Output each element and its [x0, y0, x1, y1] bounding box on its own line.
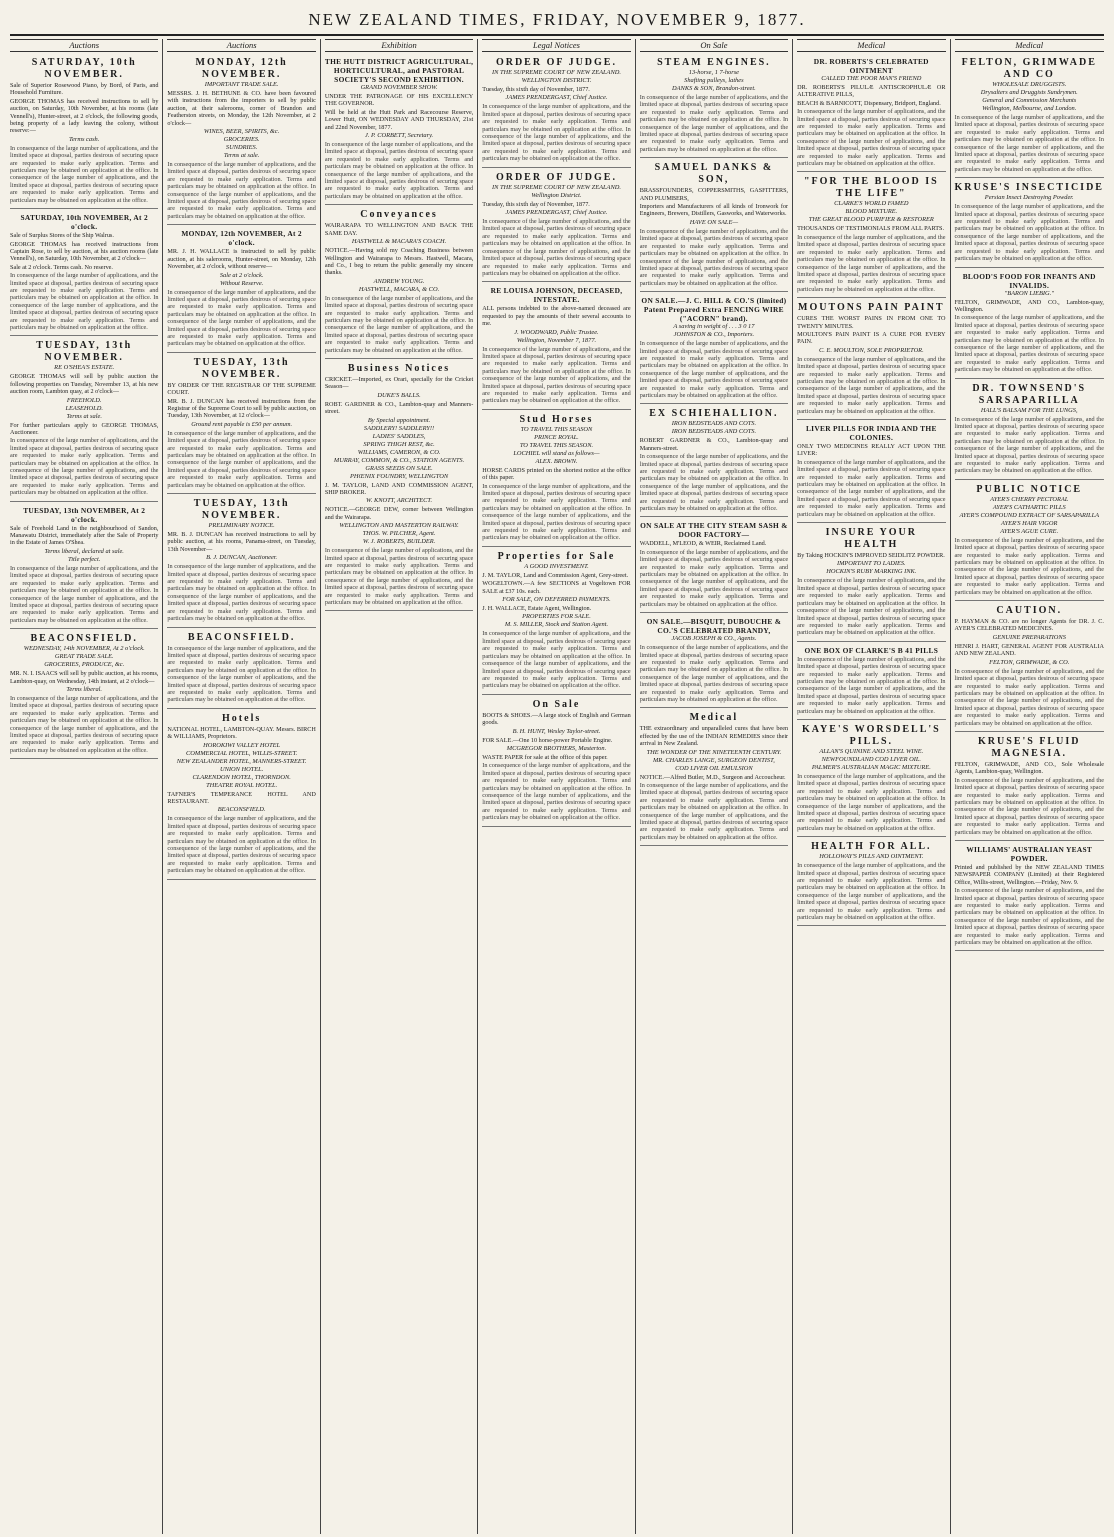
column-6 — [793, 39, 950, 1534]
advertisement — [167, 630, 315, 709]
ad-body-text: In consequence of the large number of applications, and the limited space at disposal, parties desirous of securing space are requested to make early application. Terms and particulars may be obtained on application at the office. In consequence of the large number of applications, and the limited space at disposal, parties desirous of securing space are requested to make early application. Terms and particulars may be obtained on application at the office. — [797, 772, 946, 832]
ad-heading: KRUSE'S FLUID MAGNESIA. — [978, 735, 1081, 759]
ad-text: FREEHOLD. — [66, 396, 102, 404]
ad-text: GROCERIES, PRODUCE, &c. — [44, 661, 125, 669]
ad-text: Terms liberal, declared at sale. — [44, 547, 124, 555]
ad-text: J. WOODWARD, Public Trustee. — [514, 328, 599, 336]
advertisement — [167, 496, 315, 627]
ad-body-text: In consequence of the large number of applications, and the limited space at disposal, parties desirous of securing space are requested to make early application. Terms and particulars may be obtained on application at the office. In consequence of the large number of applications, and the limited space at disposal, parties desirous of securing space are requested to make early application. Terms and particulars may be obtained on application at the office. — [954, 536, 1104, 596]
ad-body-text: In consequence of the large number of applications, and the limited space at disposal, parties desirous of securing space are requested to make early application. Terms and particulars may be obtained on application at the office. In consequence of the large number of applications, and the limited space at disposal, parties desirous of securing space are requested to make early application. Terms and particulars may be obtained on application at the office. — [639, 340, 789, 399]
ad-text: WINES, BEER, SPIRITS, &c. — [203, 128, 280, 136]
ad-heading: KAYE'S WORSDELL'S PILLS. — [801, 723, 941, 747]
ad-text: AYER'S HAIR VIGOR — [1001, 519, 1058, 527]
ad-text: Wellington District. — [531, 191, 582, 199]
advertisement — [797, 839, 945, 926]
ad-text: HAVE ON SALE— — [689, 218, 739, 226]
ad-text: Wellington, Melbourne, and London. — [982, 105, 1077, 112]
ad-text: Persian Insect Destroying Powder. — [984, 194, 1074, 202]
ad-heading: FELTON, GRIMWADE AND CO — [961, 57, 1097, 80]
ad-text: HOCKIN'S RUBY MARKING INK. — [826, 568, 917, 576]
ad-text: Sale at 2 o'clock. — [219, 271, 264, 279]
ad-body-text: In consequence of the large number of applications, and the limited space at disposal, parties desirous of securing space are requested to make early application. Terms and particulars may be obtained on application at the office. In consequence of the large number of applications, and the limited space at disposal, parties desirous of securing space are requested to make early application. Terms and particulars may be obtained on application at the office. — [482, 103, 631, 163]
ad-body-text: In consequence of the large number of applications, and the limited space at disposal, parties desirous of securing space are requested to make early application. Terms and particulars may be obtained on application at the office. In consequence of the large number of applications, and the limited space at disposal, parties desirous of securing space are requested to make early application. Terms and particulars may be obtained on application at the office. — [167, 161, 316, 220]
ad-heading: On Sale — [532, 698, 581, 710]
ad-text: ROBT. GARDNER & CO., Lambton-quay and Manners-street. — [324, 400, 474, 416]
ad-text: B. J. DUNCAN, Auctioneer. — [206, 554, 278, 562]
ad-heading: THE HUTT DISTRICT AGRICULTURAL, HORTICULTURAL, and PASTORAL SOCIETY'S SECOND EXHIBITION. — [324, 57, 474, 84]
advertisement — [640, 55, 788, 158]
advertisement — [797, 644, 945, 720]
advertisement — [640, 710, 788, 846]
ad-body-text: In consequence of the large number of applications, and the limited space at disposal, parties desirous of securing space are requested to make early application. Terms and particulars may be obtained on application at the office. In consequence of the large number of applications, and the limited space at disposal, parties desirous of securing space are requested to make early application. Terms and particulars may be obtained on application at the office. — [639, 644, 789, 703]
advertisement — [955, 381, 1104, 480]
ad-text: AYER'S AGUE CURE. — [1000, 527, 1059, 535]
ad-text: "BARON LIEBIG." — [1004, 289, 1054, 297]
ad-text: SPRING THIGH REST, &c. — [363, 440, 435, 448]
ad-text: THOUSANDS OF TESTIMONIALS FROM ALL PARTS. — [797, 225, 944, 233]
ad-text: IMPORTANT TRADE SALE. — [204, 81, 279, 88]
ad-text: TO TRAVEL THIS SEASON — [520, 425, 593, 433]
ad-text: GROCERIES. — [223, 136, 260, 144]
advertisement — [167, 711, 315, 880]
advertisement — [955, 270, 1104, 379]
ad-heading: EX SCHIEHALLION. — [649, 408, 779, 420]
ad-text: HALL'S BALSAM FOR THE LUNGS, — [980, 406, 1078, 414]
advertisement — [797, 525, 945, 642]
ad-text: AYER'S CHERRY PECTORAL — [990, 495, 1069, 503]
ad-text: LEASEHOLD. — [65, 404, 103, 412]
ad-heading: MOUTONS PAIN PAINT — [798, 302, 945, 314]
ad-text: THE GREAT BLOOD PURIFIER & RESTORER — [808, 216, 934, 224]
ad-heading: INSURE YOUR HEALTH — [825, 527, 917, 551]
advertisement — [167, 55, 315, 225]
ad-text: FELTON, GRIMWADE, & CO. — [989, 658, 1070, 666]
ad-text: Shafting pulleys, lathes — [684, 77, 744, 84]
advertisement — [10, 631, 158, 759]
ad-body-text: In consequence of the large number of applications, and the limited space at disposal, parties desirous of securing space are requested to make early application. Terms and particulars may be obtained on application at the office. In consequence of the large number of applications, and the limited space at disposal, parties desirous of securing space are requested to make early application. Terms and particulars may be obtained on application at the office. — [954, 203, 1104, 263]
masthead: NEW ZEALAND TIMES, FRIDAY, NOVEMBER 9, 1877. — [10, 10, 1104, 36]
ad-heading: ON SALE.—BISQUIT, DUBOUCHE & CO.'S CELEBRATED BRANDY, — [646, 617, 782, 636]
ad-text: IRON BEDSTEADS AND COTS. — [671, 428, 757, 436]
section-heading: On Sale — [640, 39, 788, 52]
section-heading: Medical — [955, 39, 1104, 52]
ad-text: NEWFOUNDLAND COD LIVER OIL. — [821, 755, 922, 763]
ad-body-text: In consequence of the large number of applications, and the limited space at disposal, parties desirous of securing space are requested to make early application. Terms and particulars may be obtained on application at the office. In consequence of the large number of applications, and the limited space at disposal, parties desirous of securing space are requested to make early application. Terms and particulars may be obtained on application at the office. — [10, 144, 159, 204]
ad-heading: BEACONSFIELD. — [30, 633, 138, 645]
advertisement — [955, 603, 1104, 732]
ad-text: ALEX. BROWN. — [535, 457, 578, 465]
ad-body-text: In consequence of the large number of applications, and the limited space at disposal, parties desirous of securing space are requested to make early application. Terms and particulars may be obtained on application at the office. In consequence of the large number of applications, and the limited space at disposal, parties desirous of securing space are requested to make early application. Terms and particulars may be obtained on application at the office. — [482, 482, 631, 542]
ad-text: MR. J. H. WALLACE is instructed to sell by public auction, at his salerooms, Hunter-street, on Monday, 12th November, at 2 o'clock, without reserve— — [167, 248, 316, 271]
advertisement — [167, 355, 315, 494]
ad-text: GRAND NOVEMBER SHOW. — [360, 84, 438, 91]
ad-body-text: In consequence of the large number of applications, and the limited space at disposal, parties desirous of securing space are requested to make early application. Terms and particulars may be obtained on application at the office. In consequence of the large number of applications, and the limited space at disposal, parties desirous of securing space are requested to make early application. Terms and particulars may be obtained on application at the office. — [10, 694, 159, 754]
ad-text: LADIES' SADDLES, — [372, 432, 426, 440]
ad-text: GEORGE THOMAS has received instructions to sell by auction, on Saturday, 10th November, at his rooms (late Vennell's), Hunter-street, at 2 o'clock, the following goods, being property of a lady leaving the colony, without reserve:— — [10, 97, 159, 135]
ad-text: WADDELL, M'LEOD, & WEIR, Reclaimed Land. — [639, 540, 767, 548]
advertisement — [10, 504, 158, 629]
advertisement — [797, 422, 945, 523]
ad-text: B. H. HUNT, Wesley Taylor-street. — [512, 727, 601, 735]
ad-body-text: In consequence of the large number of applications, and the limited space at disposal, parties desirous of securing space are requested to make early application. Terms and particulars may be obtained on application at the office. In consequence of the large number of applications, and the limited space at disposal, parties desirous of securing space are requested to make early application. Terms and particulars may be obtained on application at the office. — [797, 233, 946, 293]
ad-text: Terms liberal. — [66, 685, 103, 693]
ad-text: JOHNSTON & CO., Importers. — [673, 331, 755, 339]
ad-text: SUNDRIES. — [225, 144, 258, 152]
ad-text: GEORGE THOMAS has received instructions from Captain Rose, to sell by auction, at his auction rooms (late Vennell's), on Saturday, 10th November, at 2 o'clock— — [10, 240, 159, 263]
ad-heading: Medical — [689, 712, 739, 724]
ad-heading: Hotels — [222, 712, 262, 724]
ad-text: BOOTS & SHOES.—A large stock of English and German goods. — [482, 711, 631, 727]
ad-text: RE O'SHEA'S ESTATE. — [54, 364, 115, 372]
ad-body-text: In consequence of the large number of applications, and the limited space at disposal, parties desirous of securing space are requested to make early application. Terms and particulars may be obtained on application at the office. In consequence of the large number of applications, and the limited space at disposal, parties desirous of securing space are requested to make early application. Terms and particulars may be obtained on application at the office. — [324, 141, 474, 200]
ad-text: CLARKE'S WORLD FAMED — [834, 200, 909, 208]
ad-body-text: In consequence of the large number of applications, and the limited space at disposal, parties desirous of securing space are requested to make early application. Terms and particulars may be obtained on application at the office. In consequence of the large number of applications, and the limited space at disposal, parties desirous of securing space are requested to make early application. Terms and particulars may be obtained on application at the office. — [954, 776, 1104, 836]
column-2 — [163, 39, 320, 1534]
ad-text: LOCHIEL will stand as follows— — [513, 449, 600, 457]
ad-heading: Properties for Sale — [497, 550, 616, 562]
advertisement — [325, 361, 473, 612]
ad-heading: MONDAY, 12th NOVEMBER. — [195, 57, 288, 80]
ad-text: FOR SALE, ON DEFERRED PAYMENTS. — [502, 596, 611, 604]
ad-body-text: In consequence of the large number of applications, and the limited space at disposal, parties desirous of securing space are requested to make early application. Terms and particulars may be obtained on application at the office. In consequence of the large number of applications, and the limited space at disposal, parties desirous of securing space are requested to make early application. Terms and particulars may be obtained on application at the office. — [482, 762, 631, 822]
ad-text: Sale of Superior Rosewood Piano, by Bord, of Paris, and Household Furniture. — [10, 82, 159, 97]
ad-text: WELLINGTON DISTRICT. — [521, 77, 592, 84]
ad-text: FOR SALE.—One 10 horse-power Portable Engine. — [482, 736, 613, 744]
ad-body-text: In consequence of the large number of applications, and the limited space at disposal, parties desirous of securing space are requested to make early application. Terms and particulars may be obtained on application at the office. In consequence of the large number of applications, and the limited space at disposal, parties desirous of securing space are requested to make early application. Terms and particulars may be obtained on application at the office. — [954, 887, 1104, 947]
ad-text: COD LIVER OIL EMULSION — [675, 764, 753, 772]
ad-body-text: In consequence of the large number of applications, and the limited space at disposal, parties desirous of securing space are requested to make early application. Terms and particulars may be obtained on application at the office. In consequence of the large number of applications, and the limited space at disposal, parties desirous of securing space are requested to make early application. Terms and particulars may be obtained on application at the office. — [797, 655, 946, 715]
ad-text: HENRI J. HART, GENERAL AGENT FOR AUSTRALIA AND NEW ZEALAND. — [954, 642, 1104, 658]
ad-text: FELTON, GRIMWADE, AND CO., Sole Wholesale Agents, Lambton-quay, Wellington. — [954, 760, 1104, 776]
ad-text: Terms at sale. — [223, 152, 260, 160]
ad-text: NOTICE.—Alfred Butler, M.D., Surgeon and Accoucheur. — [639, 773, 786, 781]
ad-heading: BLOOD'S FOOD FOR INFANTS AND INVALIDS. — [962, 271, 1096, 290]
advertisement — [797, 174, 945, 298]
ad-heading: SATURDAY, 10th NOVEMBER, At 2 o'clock. — [20, 213, 148, 232]
ad-text: WEDNESDAY, 14th NOVEMBER, At 2 o'clock. — [23, 645, 145, 653]
section-heading: Legal Notices — [482, 39, 630, 52]
ad-text: Sale at 2 o'clock. Terms cash. No reserve. — [10, 263, 113, 271]
ad-text: TAFNER'S TEMPERANCE HOTEL AND RESTAURANT. — [167, 790, 316, 805]
ad-text: MR. N. I. ISAACS will sell by public auction, at his rooms, Lambton-quay, on Wednesday, 14th instant, at 2 o'clock— — [10, 670, 159, 685]
ad-body-text: In consequence of the large number of applications, and the limited space at disposal, parties desirous of securing space are requested to make early application. Terms and particulars may be obtained on application at the office. In consequence of the large number of applications, and the limited space at disposal, parties desirous of securing space are requested to make early application. Terms and particulars may be obtained on application at the office. — [167, 563, 316, 623]
advertisement — [482, 697, 630, 827]
ad-heading: DR. TOWNSEND'S SARSAPARILLA — [972, 382, 1087, 406]
ad-body-text: In consequence of the large number of applications, and the limited space at disposal, parties desirous of securing space are requested to make early application. Terms and particulars may be obtained on application at the office. In consequence of the large number of applications, and the limited space at disposal, parties desirous of securing space are requested to make early application. Terms and particulars may be obtained on application at the office. — [482, 630, 631, 690]
ad-text: CURES THE WORST PAINS IN FROM ONE TO TWENTY MINUTES. — [797, 315, 946, 330]
ad-text: J. M. TAYLOR, LAND AND COMMISSION AGENT, SHIP BROKER. — [324, 481, 474, 496]
ad-heading: ORDER OF JUDGE. — [495, 57, 617, 68]
ad-text: PRELIMINARY NOTICE. — [208, 522, 275, 530]
ad-text: SADDLERY! SADDLERY!! — [363, 424, 435, 432]
ad-text: Wellington, November 7, 1877. — [516, 336, 597, 344]
ad-body-text: In consequence of the large number of applications, and the limited space at disposal, parties desirous of securing space are requested to make early application. Terms and particulars may be obtained on application at the office. In consequence of the large number of applications, and the limited space at disposal, parties desirous of securing space are requested to make early application. Terms and particulars may be obtained on application at the office. — [639, 227, 789, 287]
ad-text: C. E. MOULTON, SOLE PROPRIETOR. — [818, 346, 924, 354]
ad-text: THE extraordinary and unparalleled cures that have been effected by the use of the INDIAN REMEDIES since their arrival in New Zealand. — [639, 725, 789, 748]
ad-heading: BEACONSFIELD. — [187, 631, 296, 643]
ad-body-text: In consequence of the large number of applications, and the limited space at disposal, parties desirous of securing space are requested to make early application. Terms and particulars may be obtained on application at the office. In consequence of the large number of applications, and the limited space at disposal, parties desirous of securing space are requested to make early application. Terms and particulars may be obtained on application at the office. — [167, 815, 316, 875]
ad-text: Drysalters and Druggists Sundrymen. — [980, 89, 1078, 96]
ad-text: IN THE SUPREME COURT OF NEW ZEALAND. — [492, 183, 621, 191]
ad-body-text: In consequence of the large number of applications, and the limited space at disposal, parties desirous of securing space are requested to make early application. Terms and particulars may be obtained on application at the office. In consequence of the large number of applications, and the limited space at disposal, parties desirous of securing space are requested to make early application. Terms and particulars may be obtained on application at the office. — [167, 429, 316, 489]
ad-text: CALLED THE POOR MAN'S FRIEND — [821, 75, 922, 82]
advertisement — [797, 300, 945, 420]
advertisement — [640, 160, 788, 292]
advertisement — [640, 294, 788, 404]
ad-heading: KRUSE'S INSECTICIDE — [954, 182, 1104, 194]
ad-text: J. M. TAYLOR, Land and Commission Agent, Grey-street. — [482, 571, 629, 579]
ad-heading: TUESDAY, 13th NOVEMBER, At 2 o'clock. — [23, 505, 146, 524]
ad-text: MR. B. J. DUNCAN has received instructions from the Registrar of the Supreme Court to sell by public auction, on Tuesday, 13th November, at 12 o'clock— — [167, 397, 316, 420]
ad-text: Sale of Surplus Stores of the Ship Walrus. — [10, 232, 114, 240]
ad-text: M. S. MILLER, Stock and Station Agent. — [504, 621, 609, 629]
ad-text: MR. CHARLES LANGE, SURGEON DENTIST, — [652, 756, 775, 764]
ad-text: By Taking HOCKIN'S IMPROVED SEIDLITZ POWDER. — [797, 552, 945, 560]
ad-text: PROPERTIES FOR SALE. — [522, 613, 591, 621]
ad-text: COMMERCIAL HOTEL, WILLIS-STREET. — [186, 749, 298, 757]
advertisement — [10, 338, 158, 501]
ad-heading: TUESDAY, 13th NOVEMBER. — [193, 498, 290, 522]
column-1 — [6, 39, 163, 1534]
ad-text: J. P. CORBETT, Secretary. — [364, 132, 434, 140]
advertisement — [10, 55, 158, 209]
advertisement — [10, 211, 158, 336]
advertisement — [640, 406, 788, 517]
ad-heading: HEALTH FOR ALL. — [811, 841, 932, 853]
ad-body-text: In consequence of the large number of applications, and the limited space at disposal, parties desirous of securing space are requested to make early application. Terms and particulars may be obtained on application at the office. In consequence of the large number of applications, and the limited space at disposal, parties desirous of securing space are requested to make early application. Terms and particulars may be obtained on application at the office. — [10, 437, 159, 497]
advertisement — [955, 55, 1104, 178]
ad-heading: Conveyances — [360, 209, 438, 221]
ad-text: CRICKET.—Imported, ex Orari, specially for the Cricket Season— — [324, 375, 474, 391]
ad-body-text: In consequence of the large number of applications, and the limited space at disposal, parties desirous of securing space are requested to make early application. Terms and particulars may be obtained on application at the office. In consequence of the large number of applications, and the limited space at disposal, parties desirous of securing space are requested to make early application. Terms and particulars may be obtained on application at the office. — [954, 415, 1104, 475]
ad-text: P. HAYMAN & CO. are no longer Agents for DR. J. C. AYER'S CELEBRATED MEDICINES. — [954, 618, 1104, 633]
ad-heading: STEAM ENGINES. — [657, 57, 771, 68]
ad-body-text: In consequence of the large number of applications, and the limited space at disposal, parties desirous of securing space are requested to make early application. Terms and particulars may be obtained on application at the office. In consequence of the large number of applications, and the limited space at disposal, parties desirous of securing space are requested to make early application. Terms and particulars may be obtained on application at the office. — [797, 108, 946, 168]
ad-text: IMPORTANT TO LADIES. — [836, 560, 906, 568]
advertisement — [482, 549, 630, 695]
ad-body-text: In consequence of the large number of applications, and the limited space at disposal, parties desirous of securing space are requested to make early application. Terms and particulars may be obtained on application at the office. In consequence of the large number of applications, and the limited space at disposal, parties desirous of securing space are requested to make early application. Terms and particulars may be obtained on application at the office. — [639, 94, 789, 153]
ad-text: DANKS & SON, Brandon-street. — [672, 85, 756, 92]
ad-text: BY ORDER OF THE REGISTRAR OF THE SUPREME COURT. — [167, 381, 316, 397]
ad-heading: WILLIAMS' AUSTRALIAN YEAST POWDER. — [966, 845, 1093, 863]
ad-text: ROBERT GARDNER & CO., Lambton-quay and Manners-street. — [639, 437, 789, 452]
ad-text: NOTICE.—GEORGE DEW, corner between Wellington and the Wairarapa. — [324, 506, 474, 521]
ad-text: MURRAY, COMMON, & CO., STATION AGENTS. — [333, 456, 465, 464]
ad-text: MR. B. J. DUNCAN has received instructions to sell by public auction, at his rooms, Panama-street, on Tuesday, 13th November— — [167, 531, 316, 553]
ad-heading: ONE BOX OF CLARKE'S B 41 PILLS — [804, 645, 939, 655]
ad-heading: LIVER PILLS FOR INDIA AND THE COLONIES. — [805, 424, 937, 442]
ad-text: UNION HOTEL. — [219, 765, 264, 773]
ad-body-text: In consequence of the large number of applications, and the limited space at disposal, parties desirous of securing space are requested to make early application. Terms and particulars may be obtained on application at the office. In consequence of the large number of applications, and the limited space at disposal, parties desirous of securing space are requested to make early application. Terms and particulars may be obtained on application at the office. — [10, 564, 159, 624]
ad-body-text: In consequence of the large number of applications, and the limited space at disposal, parties desirous of securing space are requested to make early application. Terms and particulars may be obtained on application at the office. In consequence of the large number of applications, and the limited space at disposal, parties desirous of securing space are requested to make early application. Terms and particulars may be obtained on application at the office. — [954, 114, 1104, 173]
ad-text: PRINCE ROYAL. — [534, 433, 579, 441]
ad-text: DUKE'S BALLS. — [377, 391, 421, 399]
ad-text: GEORGE THOMAS will sell by public auction the following properties on Tuesday, November 13, at his new auction room, Lambton quay, at 2 o'clock— — [10, 373, 159, 396]
ad-heading: ON SALE.—J. C. HILL & CO.'S (limited) Patent Prepared Extra FENCING WIRE ("ACORN" brand). — [641, 296, 787, 324]
ad-text: GENUINE PREPARATIONS — [992, 633, 1066, 641]
column-3 — [321, 39, 478, 1534]
advertisement — [955, 180, 1104, 267]
ad-body-text: In consequence of the large number of applications, and the limited space at disposal, parties desirous of securing space are requested to make early application. Terms and particulars may be obtained on application at the office. In consequence of the large number of applications, and the limited space at disposal, parties desirous of securing space are requested to make early application. Terms and particulars may be obtained on application at the office. — [954, 314, 1104, 374]
ad-text: AYER'S CATHARTIC PILLS — [992, 503, 1066, 511]
ad-text: WASTE PAPER for sale at the office of this paper. — [482, 753, 608, 761]
ad-text: WAIRARAPA TO WELLINGTON AND BACK THE SAME DAY. — [324, 222, 474, 237]
ad-text: W. KNOTT, ARCHITECT. — [366, 497, 433, 505]
section-heading: Auctions — [10, 39, 158, 52]
ad-text: Terms cash. — [69, 135, 100, 143]
ad-text: WILLIAMS, CAMERON, & CO. — [357, 448, 441, 456]
ad-heading: MONDAY, 12th NOVEMBER, At 2 o'clock. — [181, 229, 302, 248]
ad-body-text: In consequence of the large number of applications, and the limited space at disposal, parties desirous of securing space are requested to make early application. Terms and particulars may be obtained on application at the office. In consequence of the large number of applications, and the limited space at disposal, parties desirous of securing space are requested to make early application. Terms and particulars may be obtained on application at the office. — [324, 547, 474, 607]
ad-body-text: In consequence of the large number of applications, and the limited space at disposal, parties desirous of securing space are requested to make early application. Terms and particulars may be obtained on application at the office. In consequence of the large number of applications, and the limited space at disposal, parties desirous of securing space are requested to make early application. Terms and particulars may be obtained on application at the office. — [639, 453, 789, 513]
ad-body-text: In consequence of the large number of applications, and the limited space at disposal, parties desirous of securing space are requested to make early application. Terms and particulars may be obtained on application at the office. In consequence of the large number of applications, and the limited space at disposal, parties desirous of securing space are requested to make early application. Terms and particulars may be obtained on application at the office. — [639, 548, 789, 608]
column-4 — [478, 39, 635, 1534]
ad-text: DR. ROBERTS'S PILULÆ ANTISCROPHULÆ OR ALTERATIVE PILLS, — [797, 84, 946, 99]
advertisement — [167, 227, 315, 352]
ad-heading: Stud Horses — [519, 413, 594, 425]
ad-text: AYER'S COMPOUND EXTRACT OF SARSAPARILLA — [959, 511, 1100, 519]
ad-text: Printed and published by the NEW ZEALAND TIMES NEWSPAPER COMPANY (Limited) at their Registered Office, Willis-street, Wellington.—Friday, Nov. 9. — [954, 864, 1104, 886]
ad-body-text: In consequence of the large number of applications, and the limited space at disposal, parties desirous of securing space are requested to make early application. Terms and particulars may be obtained on application at the office. In consequence of the large number of applications, and the limited space at disposal, parties desirous of securing space are requested to make early application. Terms and particulars may be obtained on application at the office. — [797, 862, 946, 922]
ad-text: HOROKIWI VALLEY HOTEL — [203, 741, 281, 749]
ad-body-text: In consequence of the large number of applications, and the limited space at disposal, parties desirous of securing space are requested to make early application. Terms and particulars may be obtained on application at the office. In consequence of the large number of applications, and the limited space at disposal, parties desirous of securing space are requested to make early application. Terms and particulars may be obtained on application at the office. — [954, 667, 1104, 727]
ad-text: PALMER'S AUSTRALIAN MAGIC MIXTURE. — [811, 763, 931, 771]
ad-heading: ORDER OF JUDGE. — [495, 171, 617, 183]
ad-body-text: In consequence of the large number of applications, and the limited space at disposal, parties desirous of securing space are requested to make early application. Terms and particulars may be obtained on application at the office. In consequence of the large number of applications, and the limited space at disposal, parties desirous of securing space are requested to make early application. Terms and particulars may be obtained on application at the office. — [10, 272, 159, 331]
ad-text: Tuesday, this sixth day of November, 1877. — [482, 200, 590, 208]
advertisement — [955, 734, 1104, 841]
ad-text: THE WONDER OF THE NINETEENTH CENTURY. — [646, 748, 782, 756]
ad-text: MCGREGOR BROTHERS, Masterton. — [506, 744, 607, 752]
ad-body-text: In consequence of the large number of applications, and the limited space at disposal, parties desirous of securing space are requested to make early application. Terms and particulars may be obtained on application at the office. In consequence of the large number of applications, and the limited space at disposal, parties desirous of securing space are requested to make early application. Terms and particulars may be obtained on application at the office. — [167, 644, 316, 704]
ad-text: CLARENDON HOTEL, THORNDON. — [192, 773, 291, 781]
ad-text: Tuesday, this sixth day of November, 1877. — [482, 86, 590, 93]
ad-text: Title perfect. — [68, 555, 101, 563]
ad-text: ONLY TWO MEDICINES REALLY ACT UPON THE LIVER: — [797, 443, 946, 458]
ad-text: MESSRS. J. H. BETHUNE & CO. have been favoured with instructions from the importers to sell by public auction, at their salerooms, corner of Brandon and Featherston streets, on Monday, the 12th November, at 2 o'clock— — [167, 90, 316, 127]
ad-text: ALL persons indebted to the above-named deceased are requested to pay the amounts of their several accounts to me. — [482, 305, 631, 328]
section-heading: Medical — [797, 39, 945, 52]
ad-text: General and Commission Merchants — [982, 97, 1077, 104]
advertisement — [640, 519, 788, 613]
advertisement — [482, 412, 630, 547]
ad-text: For further particulars apply to GEORGE THOMAS, Auctioneer. — [10, 421, 159, 436]
ad-body-text: In consequence of the large number of applications, and the limited space at disposal, parties desirous of securing space are requested to make early application. Terms and particulars may be obtained on application at the office. In consequence of the large number of applications, and the limited space at disposal, parties desirous of securing space are requested to make early application. Terms and particulars may be obtained on application at the office. — [797, 458, 946, 518]
ad-text: Ground rent payable is £50 per annum. — [191, 420, 293, 428]
advertisement — [482, 55, 630, 168]
ad-text: J. H. WALLACE, Estate Agent, Wellington. — [482, 605, 592, 613]
ad-heading: PUBLIC NOTICE — [976, 483, 1083, 495]
ad-heading: DR. ROBERTS'S CELEBRATED OINTMENT — [813, 57, 929, 75]
ad-heading: CAUTION. — [996, 605, 1063, 617]
ad-heading: ON SALE AT THE CITY STEAM SASH & DOOR FACTORY— — [640, 521, 788, 540]
ad-heading: TUESDAY, 13th NOVEMBER. — [193, 356, 290, 380]
ad-text: IRON BEDSTEADS AND COTS. — [671, 420, 757, 428]
ad-text: ALLAN'S QUININE AND STEEL WINE. — [819, 747, 924, 755]
ad-heading: SATURDAY, 10th NOVEMBER. — [31, 57, 137, 80]
ad-text: JACOB JOSEPH & CO., Agents. — [671, 635, 757, 643]
ad-text: HASTWELL & MACARA'S COACH. — [351, 238, 447, 246]
ad-text: Importers and Manufacturers of all kinds of Ironwork for Engineers, Brewers, Distillers, Gasworks, and Waterworks. — [639, 203, 789, 218]
ad-text: A saving in weight of . . . 3 0 17 — [673, 323, 755, 331]
ad-body-text: In consequence of the large number of applications, and the limited space at disposal, parties desirous of securing space are requested to make early application. Terms and particulars may be obtained on application at the office. In consequence of the large number of applications, and the limited space at disposal, parties desirous of securing space are requested to make early application. Terms and particulars may be obtained on application at the office. — [482, 345, 631, 405]
advertisement — [482, 284, 630, 409]
ad-body-text: In consequence of the large number of applications, and the limited space at disposal, parties desirous of securing space are requested to make early application. Terms and particulars may be obtained on application at the office. In consequence of the large number of applications, and the limited space at disposal, parties desirous of securing space are requested to make early application. Terms and particulars may be obtained on application at the office. — [797, 577, 946, 637]
ad-text: Will be held at the Hutt Park and Racecourse Reserve, Lower Hutt, ON WEDNESDAY AND THURSDAY, 21st and 22nd November, 1877. — [324, 108, 474, 131]
column-7 — [951, 39, 1108, 1534]
ad-body-text: In consequence of the large number of applications, and the limited space at disposal, parties desirous of securing space are requested to make early application. Terms and particulars may be obtained on application at the office. In consequence of the large number of applications, and the limited space at disposal, parties desirous of securing space are requested to make early application. Terms and particulars may be obtained on application at the office. — [167, 288, 316, 348]
ad-body-text: In consequence of the large number of applications, and the limited space at disposal, parties desirous of securing space are requested to make early application. Terms and particulars may be obtained on application at the office. In consequence of the large number of applications, and the limited space at disposal, parties desirous of securing space are requested to make early application. Terms and particulars may be obtained on application at the office. — [482, 218, 631, 277]
ad-text: NOTICE.—Having sold my Coaching Business between Wellington and Wairarapa to Messrs. Hastwell, Macara, and Co., I beg to return the public generally my sincere thanks. — [324, 247, 474, 277]
ad-text: WELLINGTON AND MASTERTON RAILWAY. — [339, 522, 459, 530]
column-5 — [636, 39, 793, 1534]
section-heading: Exhibition — [325, 39, 473, 52]
ad-text: HOLLOWAY'S PILLS AND OINTMENT. — [819, 853, 924, 861]
ad-text: HORSE CARDS printed on the shortest notice at the office of this paper. — [482, 466, 631, 482]
ad-text: FELTON, GRIMWADE, AND CO., Lambton-quay, Wellington. — [954, 298, 1104, 313]
ad-text: UNDER THE PATRONAGE OF HIS EXCELLENCY THE GOVERNOR. — [324, 93, 474, 108]
ad-text: IN THE SUPREME COURT OF NEW ZEALAND. — [492, 69, 621, 76]
ad-text: HASTWELL, MACARA, & CO. — [358, 285, 440, 293]
advertisement — [482, 170, 630, 283]
ad-text: JAMES PRENDERGAST, Chief Justice. — [505, 209, 608, 217]
ad-heading: "FOR THE BLOOD IS THE LIFE" — [803, 176, 939, 200]
ad-text: NEW ZEALANDER HOTEL, MANNERS-STREET. — [176, 757, 307, 765]
section-heading: Auctions — [167, 39, 315, 52]
ad-text: ANDREW YOUNG. — [373, 277, 425, 285]
ad-body-text: In consequence of the large number of applications, and the limited space at disposal, parties desirous of securing space are requested to make early application. Terms and particulars may be obtained on application at the office. In consequence of the large number of applications, and the limited space at disposal, parties desirous of securing space are requested to make early application. Terms and particulars may be obtained on application at the office. — [797, 355, 946, 415]
ad-text: 13-horse, 1 7-horse — [688, 69, 740, 76]
ad-text: A GOOD INVESTMENT. — [524, 562, 589, 570]
ad-text: NATIONAL HOTEL, LAMBTON-QUAY. Messrs. BIRCH & WILLIAMS, Proprietors. — [167, 725, 316, 741]
ad-text: PHŒNIX FOUNDRY, WELLINGTON — [350, 472, 449, 480]
ad-text: BRASSFOUNDERS, COPPERSMITHS, GASFITTERS, AND PLUMBERS, — [639, 187, 789, 202]
ad-text: W. J. ROBERTS, BUILDER. — [362, 538, 436, 546]
ad-text: Sale of Freehold Land in the neighbourhood of Sandon, Manawatu District, immediately after the Sale of Property in the Estate of James O'Shea. — [10, 524, 159, 547]
ad-text: By Special appointment. — [367, 416, 431, 424]
ad-heading: Business Notices — [347, 362, 451, 374]
ad-text: BEACONSFIELD. — [217, 806, 266, 814]
advertisement — [955, 843, 1104, 951]
ad-text: Without Reserve. — [219, 279, 264, 287]
ad-text: THOS. W. PILCHER, Agent. — [362, 530, 436, 538]
ad-text: TO TRAVEL THIS SEASON. — [519, 441, 594, 449]
ad-text: GREAT TRADE SALE. — [54, 653, 114, 661]
ad-text: WHOLESALE DRUGGISTS. — [992, 81, 1067, 88]
columns — [6, 39, 1108, 1534]
advertisement — [325, 207, 473, 359]
advertisement — [797, 722, 945, 837]
ad-body-text: In consequence of the large number of applications, and the limited space at disposal, parties desirous of securing space are requested to make early application. Terms and particulars may be obtained on application at the office. In consequence of the large number of applications, and the limited space at disposal, parties desirous of securing space are requested to make early application. Terms and particulars may be obtained on application at the office. — [324, 294, 474, 354]
ad-heading: TUESDAY, 13th NOVEMBER. — [36, 340, 133, 364]
ad-text: JAMES PRENDERGAST, Chief Justice. — [505, 94, 608, 102]
ad-text: BEACH & BARNICOTT, Dispensary, Bridport, England. — [797, 99, 941, 107]
ad-text: WOGELTOWN.—A few SECTIONS at Vogeltown FOR SALE at £37 10s. each. — [482, 580, 631, 595]
advertisement — [797, 55, 945, 172]
advertisement — [325, 55, 473, 205]
ad-heading: RE LOUISA JOHNSON, DECEASED, INTESTATE. — [490, 286, 623, 305]
ad-heading: SAMUEL DANKS & SON, — [654, 162, 774, 186]
ad-body-text: In consequence of the large number of applications, and the limited space at disposal, parties desirous of securing space are requested to make early application. Terms and particulars may be obtained on application at the office. In consequence of the large number of applications, and the limited space at disposal, parties desirous of securing space are requested to make early application. Terms and particulars may be obtained on application at the office. — [639, 781, 789, 841]
ad-text: Terms at sale. — [66, 412, 102, 420]
ad-text: BLOOD MIXTURE. — [845, 208, 898, 216]
ad-text: MOULTON'S PAIN PAINT IS A CURE FOR EVERY PAIN. — [797, 330, 946, 346]
ad-text: GRASS SEEDS ON SALE. — [365, 464, 433, 472]
advertisement — [640, 615, 788, 708]
advertisement — [955, 482, 1104, 601]
ad-text: THEATRE ROYAL HOTEL. — [206, 781, 278, 789]
